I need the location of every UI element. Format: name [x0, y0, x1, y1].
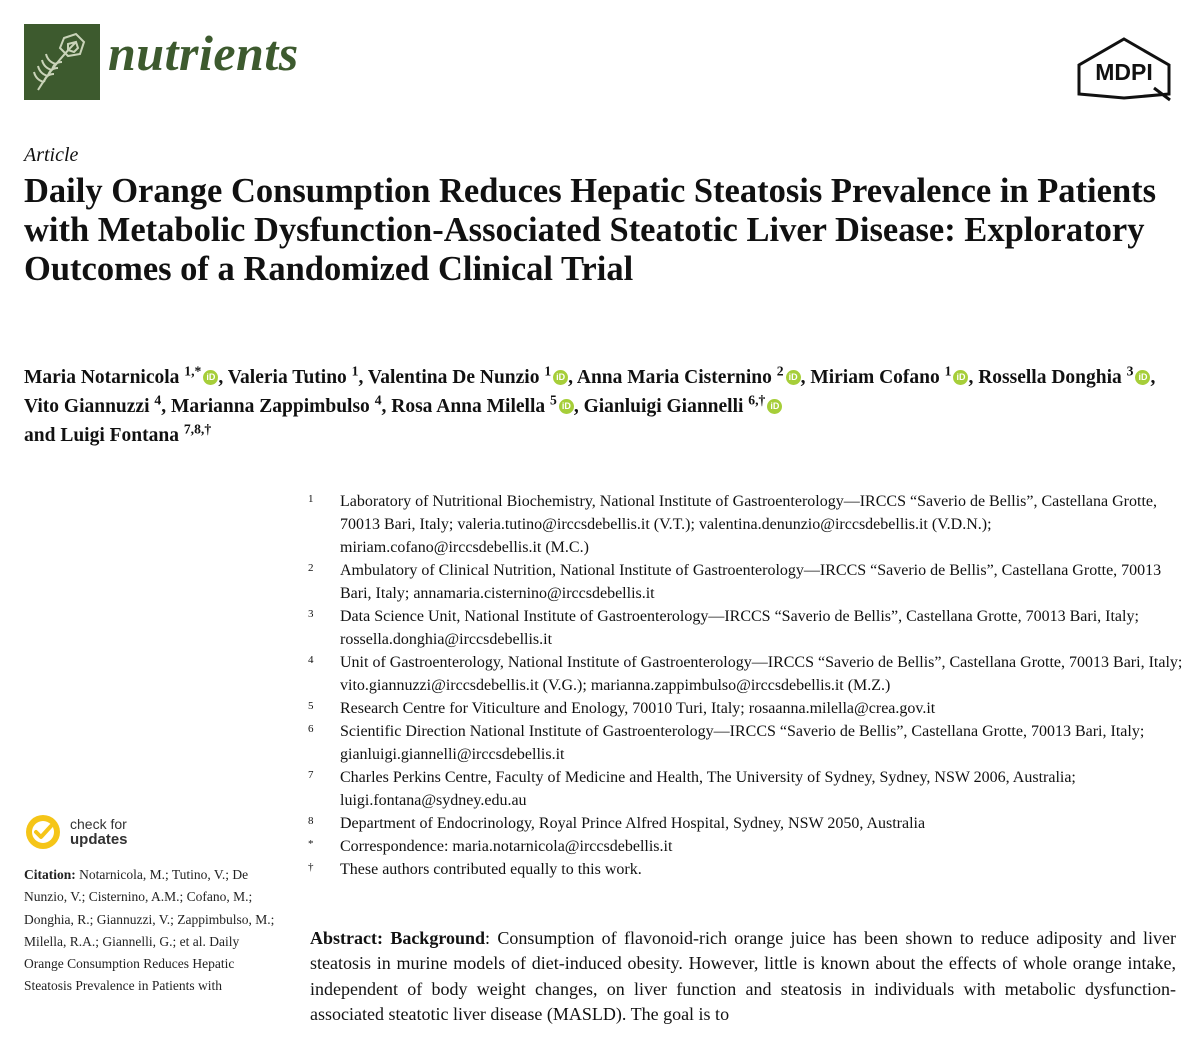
author-name: Miriam Cofano	[810, 366, 940, 388]
orcid-icon[interactable]: iD	[953, 370, 968, 385]
abstract-text: : Consumption of flavonoid-rich orange juice has been shown to reduce adiposity and liver steatosis in murine models of diet-induced obesity. However, little is known about the effects of whole orange intake, independent of body weight changes, on liver function and steatosis in individuals with metabolic dysfunction-associated steatotic liver disease (MASLD). The goal is to	[310, 928, 1177, 1024]
author-name: Vito Giannuzzi	[24, 395, 150, 417]
affiliation-text: Laboratory of Nutritional Biochemistry, National Institute of Gastroenterology—IRCCS “Saverio de Bellis”, Castellana Grotte, 70013 Bari, Italy; valeria.tutino@irccsdebellis.it (V.T.); valentina.denunzio@irccsdebellis.it (V.D.N.); miriam.cofano@irccsdebellis.it (M.C.)	[340, 493, 1157, 556]
affiliation-text: Research Centre for Viticulture and Enology, 70010 Turi, Italy; rosaanna.milella@crea.gov.it	[340, 700, 936, 717]
author	[576, 363, 811, 388]
author-name: Rosa Anna Milella	[391, 395, 546, 417]
affiliation-mark: *	[308, 838, 314, 850]
author	[24, 363, 228, 388]
author-name: Gianluigi Giannelli	[583, 395, 744, 417]
affiliation-item	[308, 697, 1188, 720]
check-updates-label	[70, 817, 128, 847]
affiliation-mark: 8	[308, 815, 314, 827]
wheat-molecule-icon	[24, 24, 100, 100]
author-affiliation-mark: 4	[374, 392, 382, 408]
check-updates-line2: updates	[70, 831, 128, 848]
citation-text: Notarnicola, M.; Tutino, V.; De Nunzio, V.; Cisternino, A.M.; Cofano, M.; Donghia, R.; Giannuzzi, V.; Zappimbulso, M.; Milella, R.A.; Giannelli, G.; et al. Daily Orange Consumption Reduces Hepatic Steatosis Prevalence in Patients with	[24, 867, 275, 994]
affiliation-text: Scientific Direction National Institute of Gastroenterology—IRCCS “Saverio de Bellis”, Castellana Grotte, 70013 Bari, Italy; gianluigi.giannelli@irccsdebellis.it	[340, 723, 1145, 763]
affiliation-text: These authors contributed equally to this work.	[340, 861, 642, 878]
check-updates-line1: check for	[70, 816, 127, 832]
affiliation-mark: 6	[308, 723, 314, 735]
affiliation-item	[308, 559, 1188, 605]
affiliation-mark: 1	[308, 493, 314, 505]
author-separator: ,	[358, 366, 368, 388]
author	[810, 363, 979, 388]
author-affiliation-mark: 5	[550, 392, 557, 408]
affiliation-list	[308, 490, 1188, 881]
author	[978, 363, 1156, 388]
author-name: Valeria Tutino	[227, 366, 347, 388]
author-separator: ,	[161, 395, 171, 417]
affiliation-mark: †	[308, 861, 314, 873]
journal-logo	[24, 24, 100, 100]
author-affiliation-mark: 2	[776, 363, 784, 378]
affiliation-text: Department of Endocrinology, Royal Prince Alfred Hospital, Sydney, NSW 2050, Australia	[340, 815, 926, 832]
orcid-icon[interactable]: iD	[203, 370, 218, 385]
author-separator: ,	[800, 366, 811, 388]
check-for-updates-button[interactable]	[24, 812, 128, 852]
author	[170, 392, 392, 417]
author-affiliation-mark: 4	[154, 392, 162, 408]
affiliation-text: Ambulatory of Clinical Nutrition, National Institute of Gastroenterology—IRCCS “Saverio de Bellis”, Castellana Grotte, 70013 Bari, Italy; annamaria.cisternino@irccsdebellis.it	[340, 562, 1162, 602]
orcid-icon[interactable]: iD	[559, 399, 574, 414]
affiliation-item	[308, 605, 1188, 651]
affiliation-text: Unit of Gastroenterology, National Institute of Gastroenterology—IRCCS “Saverio de Bellis”, Castellana Grotte, 70013 Bari, Italy; vito.giannuzzi@irccsdebellis.it (V.G.); marianna.zappimbulso@irccsdebellis.it (M.Z.)	[340, 654, 1183, 694]
abstract-section: Background	[390, 928, 486, 948]
author-name: Anna Maria Cisternino	[576, 366, 772, 388]
author-separator: ,	[968, 366, 979, 388]
author-name: Maria Notarnicola	[24, 366, 180, 388]
affiliation-item	[308, 835, 1188, 858]
author	[24, 421, 212, 447]
author-name: Rossella Donghia	[978, 366, 1122, 388]
orcid-icon[interactable]: iD	[786, 370, 801, 385]
article-type: Article	[24, 144, 79, 166]
citation-label: Citation:	[24, 867, 76, 882]
affiliation-mark: 4	[308, 654, 314, 666]
affiliation-text: Charles Perkins Centre, Faculty of Medicine and Health, The University of Sydney, Sydney, NSW 2006, Australia; luigi.fontana@sydney.edu.au	[340, 769, 1076, 809]
author-separator: ,	[381, 395, 392, 417]
orcid-icon[interactable]: iD	[1135, 370, 1150, 385]
orcid-icon[interactable]: iD	[767, 399, 782, 414]
affiliation-item	[308, 766, 1188, 812]
affiliation-item	[308, 858, 1188, 881]
author-name: Marianna Zappimbulso	[170, 395, 370, 417]
author-affiliation-mark: 1	[944, 363, 952, 378]
affiliation-mark: 5	[308, 700, 314, 712]
article-title: Daily Orange Consumption Reduces Hepatic Steatosis Prevalence in Patients with Metabolic Dysfunction-Associated Steatotic Liver Disease: Exploratory Outcomes of a Randomized Clinical Trial	[24, 172, 1157, 288]
publisher-name: MDPI	[1095, 59, 1153, 85]
affiliation-text: Correspondence: maria.notarnicola@irccsdebellis.it	[340, 838, 673, 855]
author-affiliation-mark: 1	[544, 363, 552, 378]
author-list	[24, 362, 1184, 450]
author-name: Valentina De Nunzio	[367, 366, 540, 388]
orcid-icon[interactable]: iD	[553, 370, 568, 385]
author-separator: ,	[1150, 366, 1156, 388]
author-separator: ,	[568, 366, 577, 388]
abstract	[310, 926, 1176, 1027]
affiliation-text: Data Science Unit, National Institute of Gastroenterology—IRCCS “Saverio de Bellis”, Castellana Grotte, 70013 Bari, Italy; rossella.donghia@irccsdebellis.it	[340, 608, 1139, 648]
author	[391, 392, 584, 417]
mdpi-logo	[1074, 36, 1174, 102]
affiliation-mark: 7	[308, 769, 314, 781]
author-affiliation-mark: 7,8,†	[183, 421, 212, 437]
author-separator: ,	[218, 366, 228, 388]
author-affiliation-mark: 1	[351, 363, 359, 378]
abstract-label: Abstract:	[310, 928, 383, 948]
affiliation-mark: 2	[308, 562, 314, 574]
affiliation-item	[308, 651, 1188, 697]
affiliation-item	[308, 490, 1188, 559]
author-separator: ,	[573, 395, 584, 417]
author-affiliation-mark: 3	[1126, 363, 1134, 378]
author	[24, 392, 171, 417]
affiliation-mark: 3	[308, 608, 314, 620]
author	[367, 363, 577, 388]
author	[227, 363, 368, 388]
author-name: and Luigi Fontana	[24, 425, 179, 447]
journal-name: nutrients	[108, 25, 299, 81]
citation-block	[24, 864, 280, 998]
check-updates-icon	[24, 813, 62, 851]
affiliation-item	[308, 720, 1188, 766]
affiliation-item	[308, 812, 1188, 835]
author-affiliation-mark: 6,†	[748, 392, 766, 408]
author	[583, 392, 783, 417]
author-affiliation-mark: 1,*	[184, 363, 202, 378]
